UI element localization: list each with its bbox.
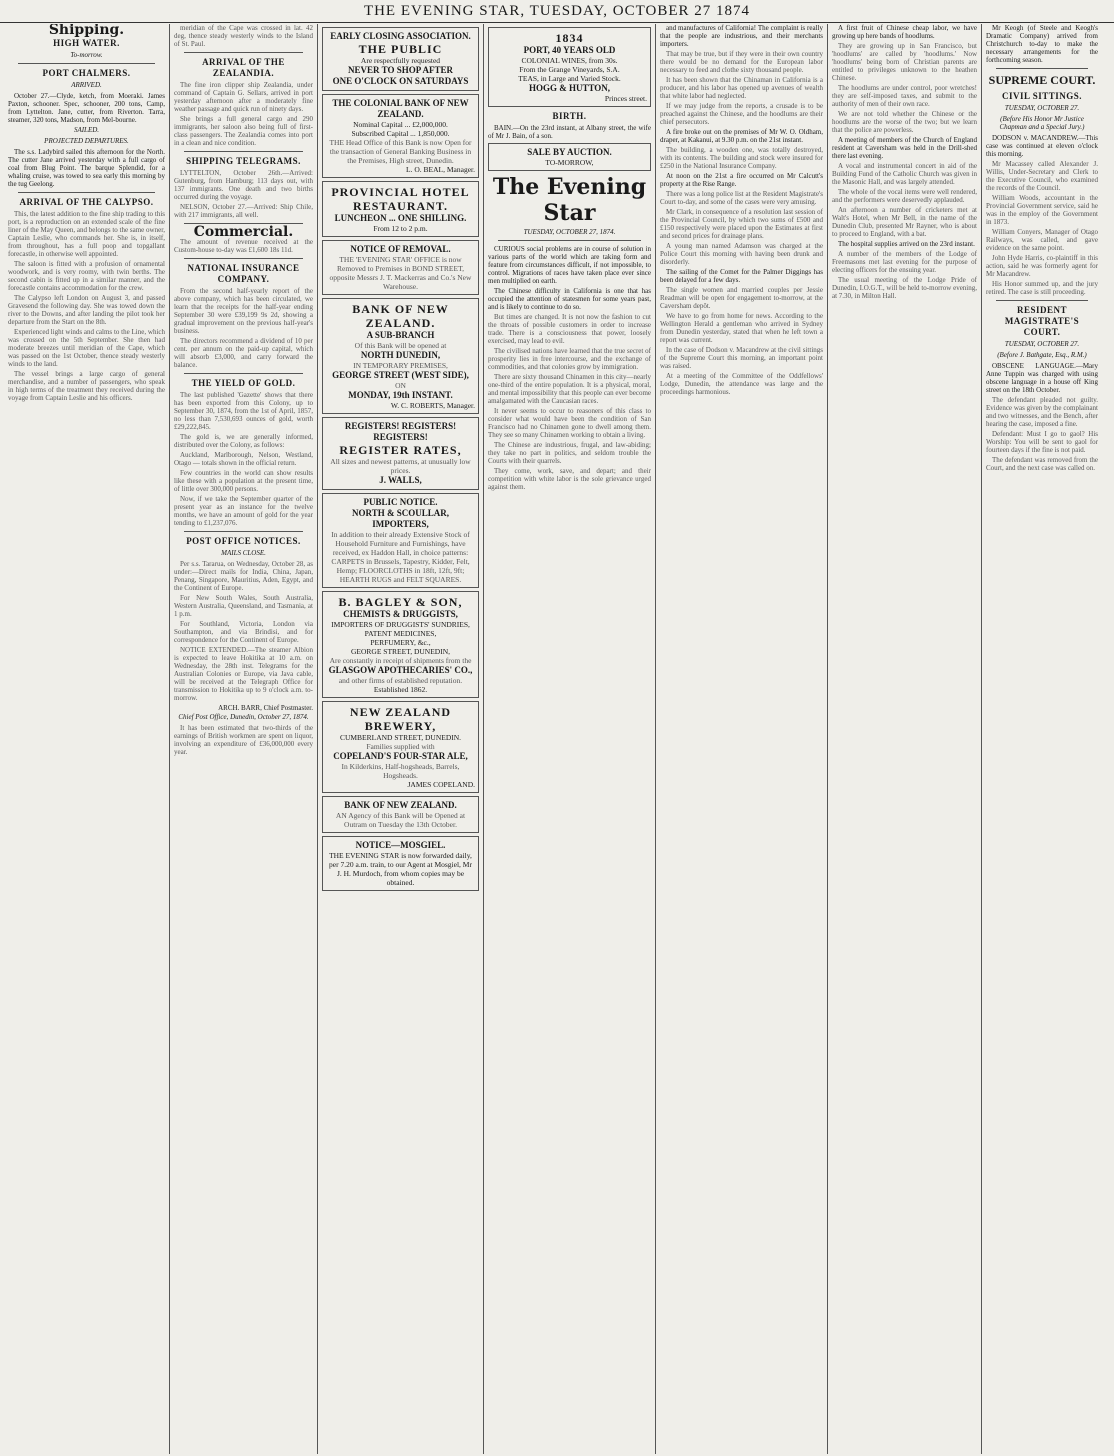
advert-colonial-bank: THE COLONIAL BANK OF NEW ZEALAND. Nominal Capital ... £2,000,000. Subscribed Capital ... 1,850,000. THE Head Office of this Bank is now Open for the transaction of General Banking Business in the Premises, High street, Dunedin. L. O. BEAL, Manager. (322, 94, 479, 178)
column-text-block: There was a long police list at the Resident Magistrate's Court to-day, and some of the cases were very amusing. Mr Clark, in consequence of a resolution last session of the Provincial Council, by which two sums of £500 and £150 respectively were placed upon the Estimates at first and second prices for drainage plans. A young man named Adamson was charged at the Police Court this morning with having been drunk and disorderly. (660, 190, 823, 266)
tides-heading: HIGH WATER. (53, 38, 120, 48)
col5-p4: The sailing of the Comet for the Palmer Diggings has been delayed for a few days. (660, 268, 823, 284)
column-text-block: From the second half-yearly report of the above company, which has been circulated, we learn that the receipts for the half-year ending September 30 were £39,199 9s 2d, showing a gradual improvement on the previous half-year's business. The directors recommend a dividend of 10 per cent. per annum on the paid-up capital, which will absorb £3,000, and carry forward the balance. (174, 287, 313, 369)
column-text-block: A vocal and instrumental concert in aid of the Building Fund of the Catholic Church was given in the Masonic Hall, and was largely attended. The whole of the vocal items were well rendered, and the performers were deservedly applauded. An afternoon a number of cricketers met at Walt's Hotel, when Mr Bell, in the name of the Dunedin Club, presented Mr Rayner, who is about to proceed to England, with a bat. (832, 162, 977, 238)
divider (996, 300, 1088, 301)
col5-p1: and manufactures of California! The complaint is really that the people are industrious, and their merchants importers. (660, 24, 823, 48)
birth-heading: BIRTH. (552, 111, 587, 121)
col6-p2: A meeting of members of the Church of England resident at Caversham was held in the Drill-shed there last evening. (832, 136, 977, 160)
divider (498, 240, 641, 241)
col5-p2: A fire broke out on the premises of Mr W. O. Oldham, draper, at Kakanui, at 9.30 p.m. on the 21st instant. (660, 128, 823, 144)
telegrams-heading: SHIPPING TELEGRAMS. (186, 156, 301, 166)
post-office-date: Chief Post Office, Dunedin, October 27, 1874. (178, 713, 309, 721)
column-text-block: A number of the members of the Lodge of Freemasons met last evening for the purpose of electing officers for the ensuing year. The usual meeting of the Lodge Pride of Dunedin, I.O.G.T., will be held to-morrow evening, at 7.30, in Milton Hall. (832, 250, 977, 300)
birth-notice: BAIN.—On the 23rd instant, at Albany street, the wife of Mr J. Bain, of a son. (488, 124, 651, 140)
editorial-p2: The Chinese difficulty in California is one that has occupied the attention of statesmen for some years past, and is likely to continue to do so. (488, 287, 651, 311)
divider (184, 373, 303, 374)
tides-sub: To-morrow. (70, 51, 103, 59)
column-text-block: Mr Macassey called Alexander J. Willis, Under-Secretary and Clerk to the Executive Council, who examined the records of the Council. William Woods, accountant in the Provincial Government service, said he was in the employ of the Government in 1873. William Conyers, Manager of Otago Railways, was called, and gave evidence on the same point. John Hyde Harris, co-plaintiff in this action, said he was formerly agent for Mr Macandrew. His Honor summed up, and the jury retired. The case is still proceeding. (986, 160, 1098, 296)
column-text-block: This, the latest addition to the fine ship trading to this port, is a reproduction on an extended scale of the fine liner of the May Queen, and belongs to the same owner, Captain Leslie, who commands her. She is, in itself, from throughout, has a full poop and topgallant forecastle, in otherwise well appointed. The saloon is fitted with a profusion of ornamental woodwork, and is very roomy, with twin berths. The second cabin is fitted up in a similar manner, and the forecastle contains accommodation for the crew. The Calypso left London on August 3, and passed Gravesend the following day. She was towed down the river to the Downs, and after landing the pilot took her departure from the Start on the 8th. Experienced light winds and calms to the Line, which was crossed on the 5th September. She then had moderate breezes until meridian of the Cape, which was passed on the 1st October, thence steady westerly winds to the land. The vessel brings a large cargo of general merchandise, and a number of passengers, who speak in high terms of the treatment they received during the voyage from Captain Leslie and his officers. (8, 210, 165, 402)
rm-date: TUESDAY, OCTOBER 27. (1004, 340, 1080, 348)
supreme-court-heading: SUPREME COURT. (988, 73, 1096, 87)
column-2 (170, 24, 318, 1454)
column-text-block: LYTTELTON, October 26th.—Arrived: Gutenburg, from Hamburg; 113 days out, with 137 immigrants. One death and two births occurred during the voyage. NELSON, October 27.—Arrived: Ship Chile, with 217 immigrants, all well. (174, 169, 313, 219)
advert-early-closing: EARLY CLOSING ASSOCIATION. THE PUBLIC Are respectfully requested NEVER TO SHOP AFTER ONE O'CLOCK ON SATURDAYS (322, 27, 479, 91)
shipping-text: The s.s. Ladybird sailed this afternoon for the North. The cutter Jane arrived yesterday with a full cargo of coal from Blug Point. The barque Splendid, for a whaling cruise, was towed to sea early this morning by the tug Geelong. (8, 148, 165, 188)
mails-label: MAILS CLOSE. (221, 549, 266, 557)
rm-before: (Before J. Bathgate, Esq., R.M.) (997, 351, 1087, 359)
shipping-heading: Shipping. (48, 24, 125, 38)
sailed-label: SAILED. (73, 126, 100, 134)
advert-bank-nz-2: BANK OF NEW ZEALAND. AN Agency of this Bank will be Opened at Outram on Tuesday the 13th October. (322, 796, 479, 833)
case-tuppin: OBSCENE LANGUAGE.—Mary Anne Tuppin was charged with using obscene language in a house off King street on the 18th October. (986, 362, 1098, 394)
column-text-block: They are growing up in San Francisco, but 'hoodlums' are called by 'hoodlums.' Now 'hoodlums' being born of Christian parents are entitled to privileges unknown to the heathen Chinese. The hoodlums are under control, poor wretches! they are self-imposed taxes, and submit to the authority of men of their own race. We are not told whether the Chinese or the hoodlums are the worse of the two; but we learn that the police are powerless. (832, 42, 977, 134)
advert-bagley: B. BAGLEY & SON, CHEMISTS & DRUGGISTS, IMPORTERS OF DRUGGISTS' SUNDRIES, PATENT MEDICINES, PERFUMERY, &c., GEORGE STREET, DUNEDIN, Are constantly in receipt of shipments from the GLASGOW APOTHECARIES' CO., and other firms of established reputation. Established 1862. (322, 591, 479, 698)
divider (996, 68, 1088, 69)
col7-p1: Mr Keogh (of Steele and Keogh's Dramatic Company) arrived from Christchurch to-day to make the necessary arrangements for the forthcoming season. (986, 24, 1098, 64)
resident-magistrate-heading: RESIDENT MAGISTRATE'S COURT. (1004, 305, 1080, 337)
column-text-block: The defendant pleaded not guilty. Evidence was given by the complainant and two witnesses, and the Bench, after hearing the case, imposed a fine. Defendant: Must I go to gaol? His Worship: You will be sent to gaol for fourteen days if the fine is not paid. The defendant was removed from the Court, and the next case was called on. (986, 396, 1098, 472)
court-before: (Before His Honor Mr Justice Chapman and a Special Jury.) (999, 115, 1085, 131)
editorial-p1: CURIOUS social problems are in course of solution in various parts of the world which are taking form and feature from circumstances difficult, if not impossible, to control. Migrations of races have taken place ever since men multiplied on earth. (488, 245, 651, 285)
column-text-block: The fine iron clipper ship Zealandia, under command of Captain G. Sellars, arrived in port yesterday afternoon after a moderately fine weather passage and quick run of ninety days. She brings a full general cargo and 290 immigrants, her saloon also being full of first-class passengers. The Zealandia comes into port in a clean and nice condition. (174, 81, 313, 147)
commercial-heading: Commercial. (193, 224, 294, 240)
column-text-block: Per s.s. Tararua, on Wednesday, October 28, as under:—Direct mails for India, China, Japan, Penang, Singapore, Mauritius, Aden, Egypt, and the Continent of Europe. For New South Wales, South Australia, Western Australia, Queensland, and Tasmania, at 1 p.m. For Southland, Victoria, London via Southampton, and via Brindisi, and for correspondence for the Continent of Europe. NOTICE EXTENDED.—The steamer Albion is expected to leave Hokitika at 10 a.m. on Wednesday, the 28th inst. Telegrams for the Australian Colonies or Europe, via Java cable, will be received at the Telegraph Office for transmission to Hokitika up to 9 o'clock a.m. to-morrow. (174, 560, 313, 702)
divider (184, 151, 303, 152)
post-heading: POST OFFICE NOTICES. (186, 536, 301, 546)
advert-provincial-hotel: PROVINCIAL HOTEL RESTAURANT. LUNCHEON ... ONE SHILLING. From 12 to 2 p.m. (322, 181, 479, 237)
divider (184, 531, 303, 532)
column-text-block: The building, a wooden one, was totally destroyed, with its contents. The building and stock were insured for £250 in the National Insurance Company. (660, 146, 823, 170)
column-text-block: But times are changed. It is not now the fashion to cut the throats of possible customers in order to increase trade. There is a consciousness that power, loosely exercised, may lead to evil. The civilised nations have learned that the true secret of prosperity lies in free intercourse, and the exchange of commodities, and that colonies grow by immigration. There are sixty thousand Chinamen in this city—nearly one-third of the entire population. It is a physical, moral, and mental impossibility that this people can ever become amalgamated with the Caucasian races. It never seems to occur to reasoners of this class to consider what would have been the condition of San Francisco had no Chinamen gone to dwell among them. They see so many Chinamen working to obtain a living. The Chinese are industrious, frugal, and law-abiding; they take no part in politics, and seldom trouble the Courts with their quarrels. They come, work, save, and depart; and their competition with white labor is the sole grievance urged against them. (488, 313, 651, 491)
masthead-title: THE EVENING STAR, TUESDAY, OCTOBER 27 1874 (363, 3, 751, 19)
masthead (0, 0, 1114, 23)
civil-sittings-heading: CIVIL SITTINGS. (1001, 91, 1083, 101)
column-text-block: The single women and married couples per Jessie Readman will be open for engagement to-morrow, at the Caversham depôt. We have to go from home for news. According to the Wellington Herald a gentleman who arrived in Sydney from Dunedin yesterday, stated that when he left town a report was current. In the case of Dodson v. Macandrew at the civil sittings of the Supreme Court this morning, an important point was raised. At a meeting of the Committee of the Oddfellows' Lodge, Dunedin, the attendance was large and the proceedings harmonious. (660, 286, 823, 396)
column-text-block: meridian of the Cape was crossed in lat. 42 deg, thence steady westerly winds to the Island of St. Paul. (174, 24, 313, 48)
column-5 (656, 24, 828, 1454)
advert-mosgiel: NOTICE—MOSGIEL. THE EVENING STAR is now forwarded daily, per 7.20 a.m. train, to our Agent at Mosgiel, Mr J. H. Murdoch, from whom copies may be obtained. (322, 836, 479, 891)
col5-p3: At noon on the 21st a fire occurred on Mr Calcutt's property at the Rise Range. (660, 172, 823, 188)
calypso-heading: ARRIVAL OF THE CALYPSO. (19, 197, 154, 207)
column-text-block: It has been estimated that two-thirds of the earnings of British workmen are spent on liquor, involving an expenditure of £36,000,000 every year. (174, 724, 313, 756)
gold-heading: THE YIELD OF GOLD. (191, 378, 296, 388)
advert-registers: REGISTERS! REGISTERS! REGISTERS! REGISTER RATES, All sizes and newest patterns, at unusually low prices. J. WALLS, (322, 417, 479, 490)
editorial-date: TUESDAY, OCTOBER 27, 1874. (523, 228, 616, 236)
court-date: TUESDAY, OCTOBER 27. (1004, 104, 1080, 112)
advert-nz-brewery: NEW ZEALAND BREWERY, CUMBERLAND STREET, DUNEDIN. Families supplied with COPELAND'S FOUR-STAR ALE, In Kilderkins, Half-hogsheads, Barrels, Hogsheads. JAMES COPELAND. (322, 701, 479, 793)
columns (4, 24, 1110, 1454)
advert-bank-nz: BANK OF NEW ZEALAND. A SUB-BRANCH Of this Bank will be opened at NORTH DUNEDIN, IN TEMPORARY PREMISES, GEORGE STREET (WEST SIDE), ON MONDAY, 19th INSTANT. W. C. ROBERTS, Manager. (322, 298, 479, 414)
col6-p1: A first fruit of Chinese cheap labor, we have growing up here bands of hoodlums. (832, 24, 977, 40)
projected-label: PROJECTED DEPARTURES. (44, 137, 129, 145)
column-text-block: The last published 'Gazette' shows that there has been exported from this Colony, up to September 30, 1874, from the 1st of April, 1857, no less than 7,530,693 ounces of gold, worth £29,222,845. The gold is, we are generally informed, distributed over the Colony, as follows: Auckland, Marlborough, Nelson, Westland, Otago — totals shown in the official return. Few countries in the world can show results like these with a population at the present time, of little over 300,000 persons. Now, if we take the September quarter of the present year as an instance for the twelve months, we have an amount of gold for the year tending to £1,237,076. (174, 391, 313, 527)
column-6 (828, 24, 982, 1454)
arrived-label: ARRIVED. (71, 81, 102, 89)
arrivals-text: October 27.—Clyde, ketch, from Moeraki. James Paxton, schooner. Spec, schooner, 200 tons, Camp, from Lyttelton. Jane, cutter, from Riverton. Tarra, steamer, 320 tons, Madson, from Mel-bourne. (8, 92, 165, 124)
column-text-block: That may be true, but if they were in their own country there would be no demand for the European labor necessary to feed and clothe sixty thousand people. It has been shown that the Chinaman in California is a producer, and his labor has opened up avenues of wealth that white labor had neglected. If we may judge from the reports, a crusade is to be preached against the Chinese, and the hoodlums are their chief persecutors. (660, 50, 823, 126)
divider (18, 63, 155, 64)
postmaster-signature: ARCH. BARR, Chief Postmaster. (218, 704, 313, 712)
divider (184, 258, 303, 259)
column-3 (318, 24, 484, 1454)
divider (18, 192, 155, 193)
advert-removal: NOTICE OF REMOVAL. THE 'EVENING STAR' OFFICE is now Removed to Premises in BOND STREET, opposite Messrs J. T. Mackerras and Co.'s New Warehouse. (322, 240, 479, 295)
column-1 (4, 24, 170, 1454)
column-text-block: The amount of revenue received at the Custom-house to-day was £1,600 18s 11d. (174, 238, 313, 254)
port-heading: PORT CHALMERS. (42, 68, 131, 78)
editorial-masthead: The Evening Star (492, 174, 647, 226)
column-7 (982, 24, 1102, 1454)
divider (184, 52, 303, 53)
advert-sale: SALE BY AUCTION. TO-MORROW, (488, 143, 651, 171)
col6-p3: The hospital supplies arrived on the 23rd instant. (838, 240, 975, 248)
advert-north-scoullar: PUBLIC NOTICE. NORTH & SCOULLAR, IMPORTERS, In addition to their already Extensive Stock of Household Furniture and Furnishings, have received, ex Haddon Hall, in choice patterns: CARPETS in Brussels, Tapestry, Kidder, Felt, Hemp; FLOORCLOTHS in 18ft, 12ft, 9ft; HEARTH RUGS and FELT SQUARES. (322, 493, 479, 588)
insurance-heading: NATIONAL INSURANCE COMPANY. (187, 263, 300, 284)
zealandia-heading: ARRIVAL OF THE ZEALANDIA. (202, 57, 285, 78)
column-4 (484, 24, 656, 1454)
case-dodson: DODSON v. MACANDREW.—This case was continued at eleven o'clock this morning. (986, 134, 1098, 158)
advert-hogg-hutton: 1834 PORT, 40 YEARS OLD COLONIAL WINES, from 30s. From the Grange Vineyards, S.A. TEAS, in Large and Varied Stock. HOGG & HUTTON, Princes street. (488, 27, 651, 107)
